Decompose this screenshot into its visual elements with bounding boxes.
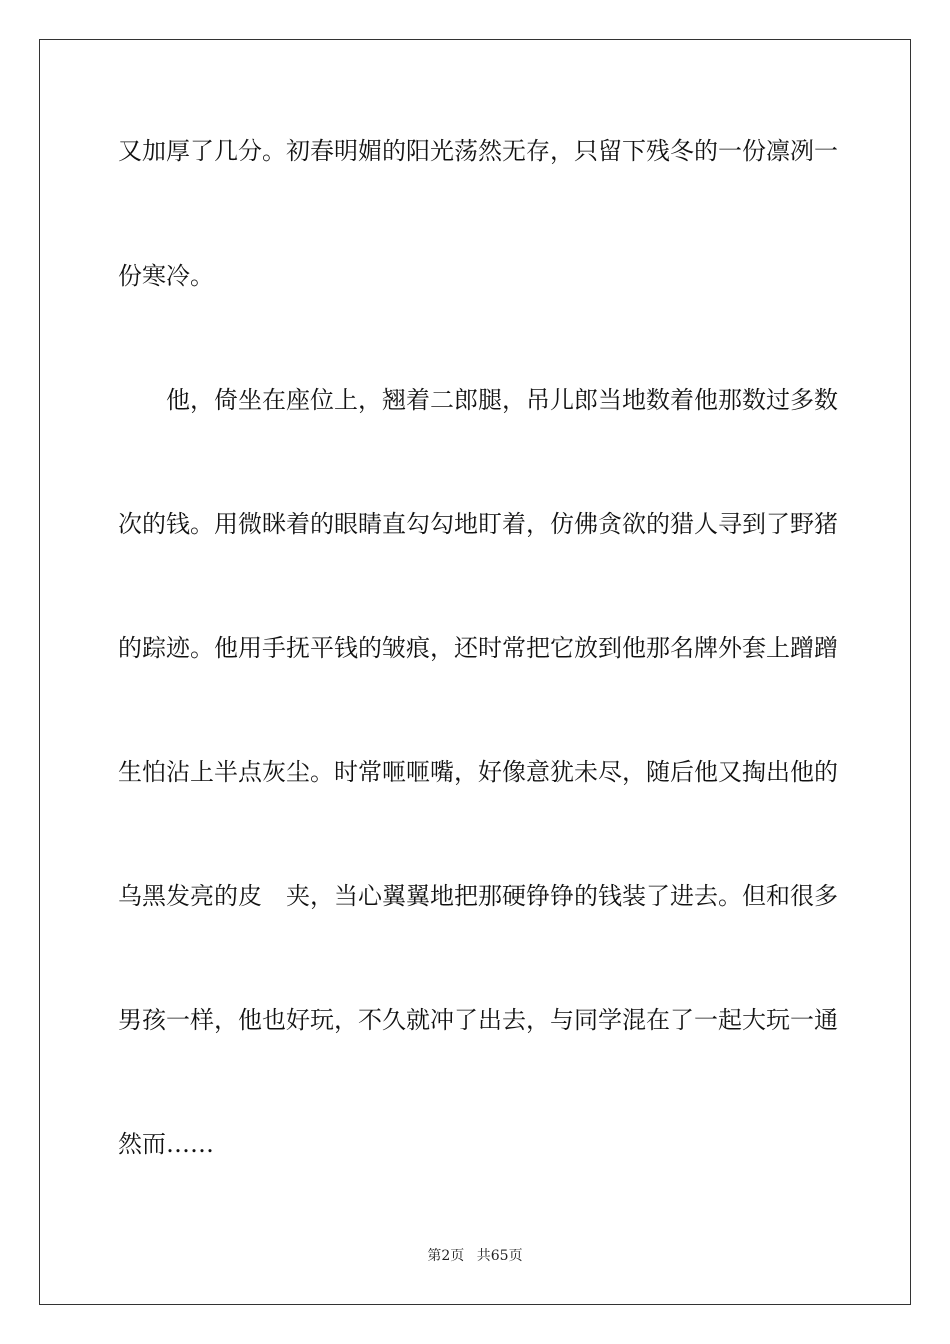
page-footer	[0, 1247, 950, 1265]
text-line: 的踪迹。他用手抚平钱的皱痕，还时常把它放到他那名牌外套上蹭蹭	[118, 634, 838, 662]
text-line: 然而……	[118, 1130, 214, 1158]
page-number-total: 共65页	[476, 1248, 523, 1264]
text-line: 份寒冷。	[118, 262, 214, 290]
page-number-current: 第2页	[427, 1248, 465, 1264]
text-line: 生怕沾上半点灰尘。时常咂咂嘴，好像意犹未尽，随后他又掏出他的	[118, 758, 838, 786]
text-line: 他，倚坐在座位上，翘着二郎腿，吊儿郎当地数着他那数过多数	[118, 386, 838, 414]
text-line: 男孩一样，他也好玩，不久就冲了出去，与同学混在了一起大玩一通	[118, 1006, 838, 1034]
page-border	[39, 39, 911, 1305]
text-line: 次的钱。用微眯着的眼睛直勾勾地盯着，仿佛贪欲的猎人寻到了野猪	[118, 510, 838, 538]
text-line: 又加厚了几分。初春明媚的阳光荡然无存，只留下残冬的一份凛冽一	[118, 137, 838, 165]
text-line: 乌黑发亮的皮 夹，当心翼翼地把那硬铮铮的钱装了进去。但和很多	[118, 882, 838, 910]
